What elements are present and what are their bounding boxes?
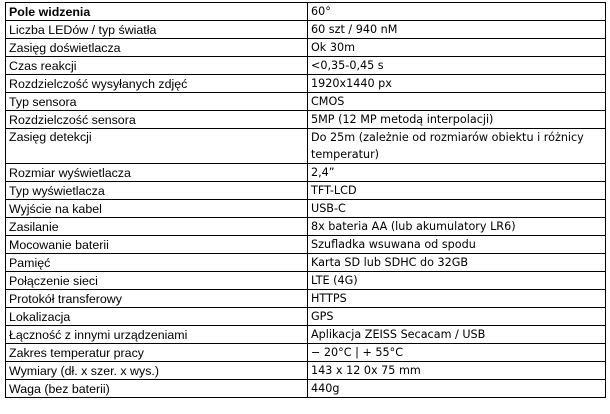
spec-label: Zasięg detekcji [6, 129, 308, 164]
spec-label: Wymiary (dł. x szer. x wys.) [6, 362, 308, 380]
spec-label: Lokalizacja [6, 308, 308, 326]
spec-value: Do 25m (zależnie od rozmiarów obiektu i różnicy temperatur) [308, 129, 606, 164]
table-row [6, 39, 606, 57]
spec-value: TFT-LCD [308, 182, 606, 200]
table-row [6, 129, 606, 164]
spec-value: <0,35-0,45 s [308, 57, 606, 75]
spec-value: Karta SD lub SDHC do 32GB [308, 254, 606, 272]
spec-label: Liczba LEDów / typ światła [6, 21, 308, 39]
spec-label: Mocowanie baterii [6, 236, 308, 254]
spec-value: 60 szt / 940 nM [308, 21, 606, 39]
table-row [6, 57, 606, 75]
spec-label: Pamięć [6, 254, 308, 272]
table-row [6, 21, 606, 39]
table-row [6, 290, 606, 308]
spec-value: 143 x 12 0x 75 mm [308, 362, 606, 380]
spec-value: 2,4” [308, 164, 606, 182]
spec-value: Ok 30m [308, 39, 606, 57]
table-row [6, 111, 606, 129]
table-row [6, 3, 606, 21]
spec-label: Połączenie sieci [6, 272, 308, 290]
spec-label: Rozmiar wyświetlacza [6, 164, 308, 182]
spec-table [5, 2, 606, 398]
spec-label: Protokół transferowy [6, 290, 308, 308]
table-row [6, 218, 606, 236]
table-row [6, 326, 606, 344]
table-row [6, 182, 606, 200]
spec-value: CMOS [308, 93, 606, 111]
spec-value: 8x bateria AA (lub akumulatory LR6) [308, 218, 606, 236]
spec-value: LTE (4G) [308, 272, 606, 290]
spec-value: GPS [308, 308, 606, 326]
spec-label: Typ sensora [6, 93, 308, 111]
spec-label: Zasilanie [6, 218, 308, 236]
table-row [6, 254, 606, 272]
spec-value: 440g [308, 380, 606, 398]
table-row [6, 362, 606, 380]
spec-label: Waga (bez baterii) [6, 380, 308, 398]
spec-value: HTTPS [308, 290, 606, 308]
spec-label: Pole widzenia [6, 3, 308, 21]
table-row [6, 75, 606, 93]
spec-label: Typ wyświetlacza [6, 182, 308, 200]
table-row [6, 236, 606, 254]
spec-value: 60° [308, 3, 606, 21]
spec-label: Łączność z innymi urządzeniami [6, 326, 308, 344]
spec-value: − 20°C | + 55°C [308, 344, 606, 362]
spec-label: Rozdzielczość wysyłanych zdjęć [6, 75, 308, 93]
table-row [6, 93, 606, 111]
spec-label: Zakres temperatur pracy [6, 344, 308, 362]
table-row [6, 164, 606, 182]
spec-value: 1920x1440 px [308, 75, 606, 93]
spec-label: Zasięg doświetlacza [6, 39, 308, 57]
spec-label: Czas reakcji [6, 57, 308, 75]
table-row [6, 272, 606, 290]
spec-value: USB-C [308, 200, 606, 218]
table-row [6, 200, 606, 218]
spec-value: 5MP (12 MP metodą interpolacji) [308, 111, 606, 129]
spec-label: Wyjście na kabel [6, 200, 308, 218]
spec-sheet [5, 2, 605, 398]
spec-label: Rozdzielczość sensora [6, 111, 308, 129]
table-row [6, 344, 606, 362]
table-row [6, 380, 606, 398]
spec-value: Szufladka wsuwana od spodu [308, 236, 606, 254]
spec-value: Aplikacja ZEISS Secacam / USB [308, 326, 606, 344]
table-row [6, 308, 606, 326]
